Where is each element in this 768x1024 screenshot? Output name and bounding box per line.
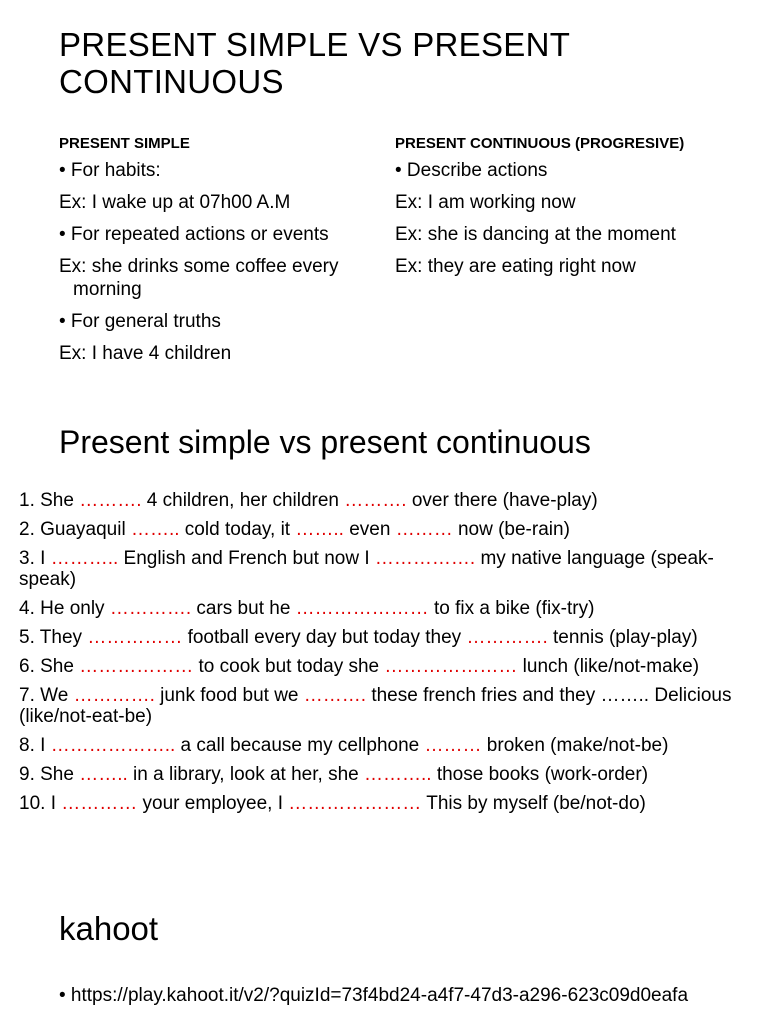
exercise-blank: …….. bbox=[130, 519, 180, 540]
exercise-blank: …………. bbox=[73, 685, 155, 706]
exercise-item bbox=[19, 764, 749, 785]
exercise-text: cold today, it bbox=[179, 519, 296, 540]
exercise-text: English and French but now I bbox=[118, 548, 375, 569]
exercise-blank: ………………… bbox=[384, 656, 518, 677]
exercise-text: 1. She bbox=[19, 490, 80, 511]
left-line: • For habits: bbox=[59, 160, 161, 181]
exercise-blank: ………………… bbox=[295, 598, 429, 619]
exercise-blank: …………. bbox=[466, 627, 548, 648]
exercise-item bbox=[19, 548, 749, 590]
exercise-text: 3. I bbox=[19, 548, 51, 569]
exercise-item bbox=[19, 735, 749, 756]
right-line: Ex: they are eating right now bbox=[395, 256, 636, 277]
exercise-item bbox=[19, 490, 749, 511]
exercise-text: 8. I bbox=[19, 735, 51, 756]
exercise-item bbox=[19, 685, 749, 727]
exercise-text: a call because my cellphone bbox=[175, 735, 425, 756]
exercise-text: cars but he bbox=[191, 598, 296, 619]
exercise-blank: …………… bbox=[87, 627, 183, 648]
exercise-section-title: Present simple vs present continuous bbox=[59, 424, 591, 460]
left-line: • For general truths bbox=[59, 311, 221, 332]
exercise-blank: …………. bbox=[109, 598, 192, 619]
exercise-item bbox=[19, 793, 749, 814]
exercise-text: 6. She bbox=[19, 656, 80, 677]
right-line: • Describe actions bbox=[395, 160, 548, 181]
exercise-item bbox=[19, 598, 749, 619]
exercise-blank: …….. bbox=[295, 519, 344, 540]
exercise-text: lunch (like/not-make) bbox=[517, 656, 700, 677]
exercise-text: This by myself (be/not-do) bbox=[421, 793, 646, 814]
exercise-text: now (be-rain) bbox=[452, 519, 570, 540]
exercise-list bbox=[19, 490, 749, 822]
exercise-blank: ……….. bbox=[364, 764, 432, 785]
exercise-blank: ……………….. bbox=[50, 735, 176, 756]
exercise-text: junk food but we bbox=[154, 685, 304, 706]
exercise-text: even bbox=[343, 519, 396, 540]
exercise-text: 7. We bbox=[19, 685, 74, 706]
exercise-text: 4 children, her children bbox=[141, 490, 345, 511]
exercise-blank: …….. bbox=[79, 764, 128, 785]
left-line: Ex: I have 4 children bbox=[59, 343, 232, 364]
exercise-text: in a library, look at her, she bbox=[127, 764, 364, 785]
kahoot-link[interactable]: • https://play.kahoot.it/v2/?quizId=73f4bd24-a4f7-47d3-a296-623c09d0eafa bbox=[59, 985, 689, 1006]
right-line: Ex: I am working now bbox=[395, 192, 576, 213]
exercise-blank: ……… bbox=[424, 735, 482, 756]
exercise-text: to fix a bike (fix-try) bbox=[428, 598, 595, 619]
left-line: Ex: she drinks some coffee every morning bbox=[59, 256, 339, 300]
present-simple-heading: PRESENT SIMPLE bbox=[59, 135, 190, 152]
exercise-text: your employee, I bbox=[137, 793, 289, 814]
exercise-blank: ……………… bbox=[79, 656, 194, 677]
exercise-blank: ………. bbox=[344, 490, 407, 511]
right-line: Ex: she is dancing at the moment bbox=[395, 224, 676, 245]
exercise-text: broken (make/not-be) bbox=[481, 735, 669, 756]
exercise-text: 2. Guayaquil bbox=[19, 519, 131, 540]
exercise-blank: ………… bbox=[61, 793, 138, 814]
exercise-text: 9. She bbox=[19, 764, 80, 785]
exercise-item bbox=[19, 519, 749, 540]
exercise-blank: ………………… bbox=[288, 793, 422, 814]
exercise-text: over there (have-play) bbox=[406, 490, 598, 511]
exercise-blank: ……………. bbox=[374, 548, 476, 569]
slide-title: PRESENT SIMPLE VS PRESENT CONTINUOUS bbox=[59, 26, 570, 100]
exercise-item bbox=[19, 627, 749, 648]
kahoot-title: kahoot bbox=[59, 910, 159, 947]
exercise-text: these french fries and they …….. Delicious (like/not-eat-be) bbox=[19, 685, 732, 727]
exercise-text: 4. He only bbox=[19, 598, 110, 619]
present-continuous-heading: PRESENT CONTINUOUS (PROGRESIVE) bbox=[395, 135, 685, 152]
exercise-blank: ……… bbox=[395, 519, 453, 540]
exercise-text: football every day but today they bbox=[182, 627, 467, 648]
exercise-text: those books (work-order) bbox=[431, 764, 649, 785]
exercise-blank: ………. bbox=[79, 490, 142, 511]
present-continuous-column bbox=[395, 135, 755, 287]
exercise-blank: ……….. bbox=[50, 548, 119, 569]
exercise-text: 10. I bbox=[19, 793, 62, 814]
left-line: Ex: I wake up at 07h00 A.M bbox=[59, 192, 291, 213]
exercise-text: my native language (speak-speak) bbox=[19, 548, 714, 590]
present-simple-column bbox=[59, 135, 379, 374]
exercise-text: to cook but today she bbox=[193, 656, 385, 677]
left-line: • For repeated actions or events bbox=[59, 224, 329, 245]
exercise-blank: ………. bbox=[303, 685, 367, 706]
exercise-text: tennis (play-play) bbox=[547, 627, 698, 648]
exercise-item bbox=[19, 656, 749, 677]
exercise-text: 5. They bbox=[19, 627, 88, 648]
